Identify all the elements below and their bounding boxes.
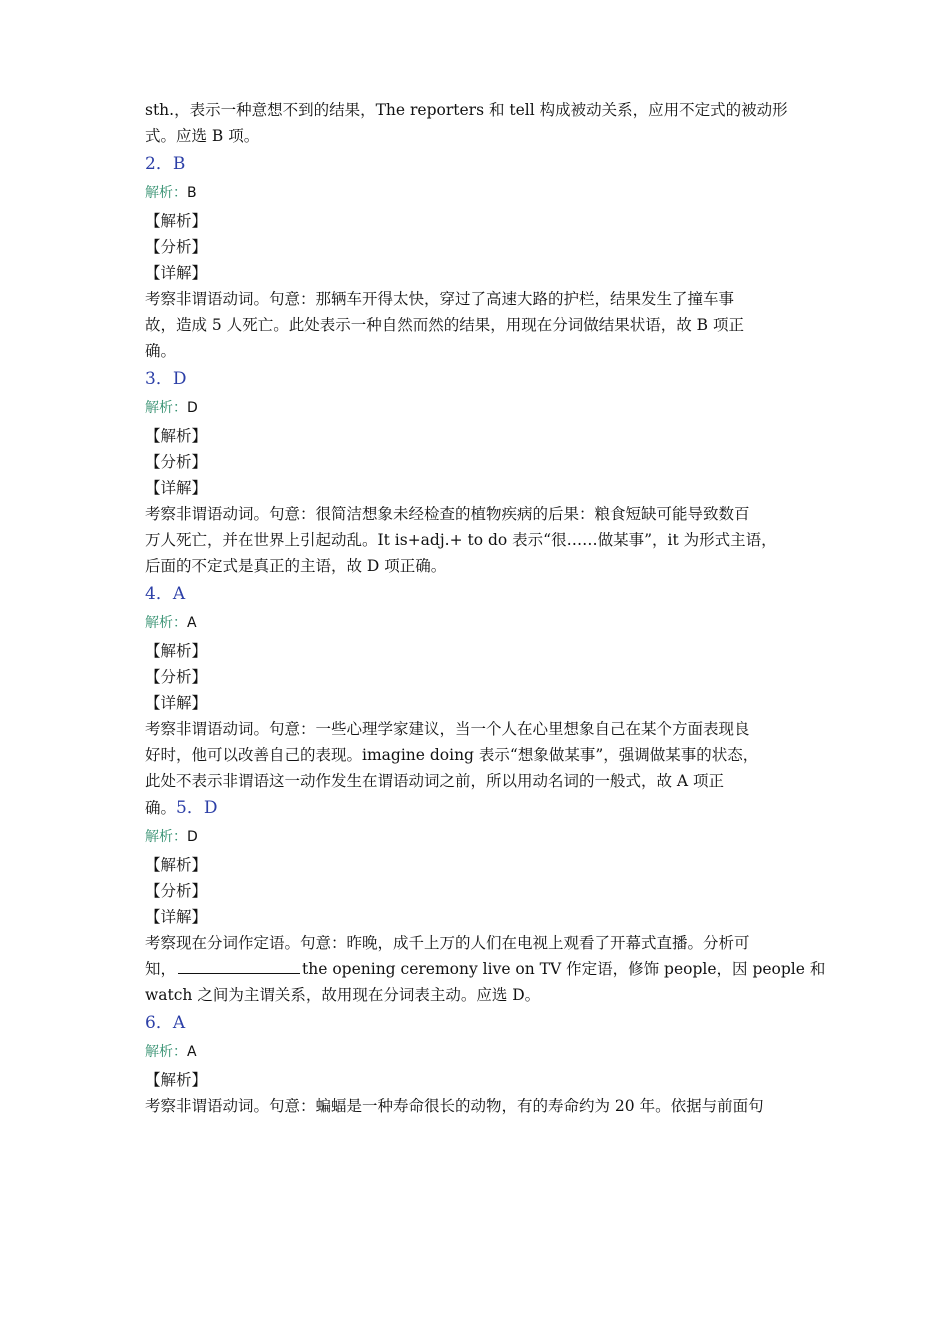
q6-number: 6．A — [145, 1013, 186, 1033]
q5-text-rest: the opening ceremony live on TV 作定语，修饰 people，因 people 和 — [302, 960, 826, 978]
q6-text-line-1: 考察非谓语动词。句意：蝙蝠是一种寿命很长的动物，有的寿命约为 20 年。依据与前面句 — [145, 1097, 764, 1115]
q5-text-prefix: 知， — [145, 960, 177, 978]
q5-xiangjie: 【详解】 — [145, 908, 208, 926]
q5-text-line-1: 考察现在分词作定语。句意：昨晚，成千上万的人们在电视上观看了开幕式直播。分析可 — [145, 934, 750, 952]
q2-answer: B — [187, 185, 197, 201]
jiexi-label: 解析： — [145, 829, 187, 845]
q4-text-line-2: 好时，他可以改善自己的表现。imagine doing 表示“想象做某事”，强调做某事的状态， — [145, 746, 759, 764]
q5-jiexi-bracket: 【解析】 — [145, 856, 208, 874]
q4-text-end: 确。 — [145, 799, 177, 817]
q3-text-line-1: 考察非谓语动词。句意：很简洁想象未经检查的植物疾病的后果：粮食短缺可能导致数百 — [145, 505, 750, 523]
q5-text-line-3: watch 之间为主谓关系，故用现在分词表主动。应选 D。 — [145, 986, 541, 1004]
q4-answer: A — [187, 615, 197, 631]
q5-answer: D — [187, 829, 198, 845]
q4-jiexi-bracket: 【解析】 — [145, 642, 208, 660]
q5-text-line-2 — [145, 956, 826, 982]
q4-xiangjie: 【详解】 — [145, 694, 208, 712]
q6-jiexi-bracket: 【解析】 — [145, 1071, 208, 1089]
answer-content — [145, 97, 826, 1119]
q3-jiexi-bracket: 【解析】 — [145, 427, 208, 445]
q4-number: 4．A — [145, 584, 186, 604]
q6-answer: A — [187, 1044, 197, 1060]
q2-fenxi: 【分析】 — [145, 238, 208, 256]
jiexi-label: 解析： — [145, 615, 187, 631]
jiexi-label: 解析： — [145, 185, 187, 201]
q3-text-line-2: 万人死亡，并在世界上引起动乱。It is+adj.+ to do 表示“很……做某事”，it 为形式主语， — [145, 531, 777, 549]
q2-jiexi — [145, 178, 811, 208]
jiexi-label: 解析： — [145, 400, 187, 416]
q6-jiexi — [145, 1037, 811, 1067]
q1-explanation-line-2: 式。应选 B 项。 — [145, 127, 260, 145]
q1-explanation-line-1: sth.，表示一种意想不到的结果，The reporters 和 tell 构成被动关系，应用不定式的被动形 — [145, 101, 788, 119]
q4-text-line-1: 考察非谓语动词。句意：一些心理学家建议，当一个人在心里想象自己在某个方面表现良 — [145, 720, 750, 738]
q3-answer: D — [187, 400, 198, 416]
q2-text-line-3: 确。 — [145, 342, 177, 360]
q4-jiexi — [145, 608, 811, 638]
q2-jiexi-bracket: 【解析】 — [145, 212, 208, 230]
q3-text-line-3: 后面的不定式是真正的主语，故 D 项正确。 — [145, 557, 447, 575]
q5-fenxi: 【分析】 — [145, 882, 208, 900]
q4-fenxi: 【分析】 — [145, 668, 208, 686]
q5-jiexi — [145, 822, 811, 852]
jiexi-label: 解析： — [145, 1044, 187, 1060]
q3-number: 3．D — [145, 369, 187, 389]
q5-number: 5．D — [176, 798, 218, 818]
q2-text-line-2: 故，造成 5 人死亡。此处表示一种自然而然的结果，用现在分词做结果状语，故 B 项正 — [145, 316, 744, 334]
q2-xiangjie: 【详解】 — [145, 264, 208, 282]
q2-number: 2．B — [145, 154, 186, 174]
q3-fenxi: 【分析】 — [145, 453, 208, 471]
q4-text-line-4 — [145, 794, 811, 822]
q3-jiexi — [145, 393, 811, 423]
q4-text-line-3: 此处不表示非谓语这一动作发生在谓语动词之前，所以用动名词的一般式，故 A 项正 — [145, 772, 725, 790]
q2-text-line-1: 考察非谓语动词。句意：那辆车开得太快，穿过了高速大路的护栏，结果发生了撞车事 — [145, 290, 735, 308]
q3-xiangjie: 【详解】 — [145, 479, 208, 497]
fill-in-blank — [178, 959, 300, 974]
